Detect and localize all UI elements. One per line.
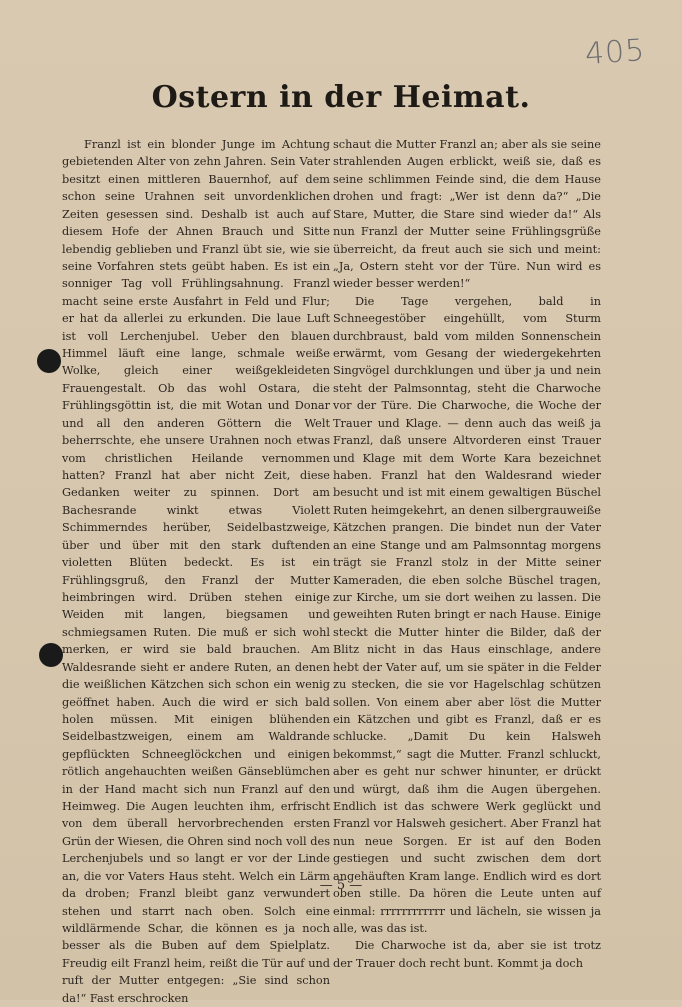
paragraph: Franzl ist ein blonder Junge im Achtung gebietenden Alter von zehn Jahren. Sein Vater besitzt einen mittleren Bauernhof, auf dem schon seine Urahnen seit unvordenklichen Zeiten gesessen sind. Deshalb ist auch auf diesem Hofe der Ahnen Brauch und Sitte lebendig geblieben und Franzl übt sie, wie sie seine Vorfahren stets geübt haben. Es ist ein sonniger Tag voll Frühlingsahnung. Franzl macht seine erste Ausfahrt in Feld und Flur; er hat da allerlei zu erkunden. Die laue Luft ist voll Lerchenjubel. Ueber den blauen Himmel läuft eine lange, schmale weiße Wolke, gleich einer weißgekleideten Frauengestalt. Ob das wohl Ostara, die Frühlingsgöttin ist, die mit Wotan und Donar und all den anderen Göttern die Welt beherrschte, ehe unsere Urahnen noch etwas vom christlichen Heilande vernommen hatten? Franzl hat aber nicht Zeit, diese Gedanken weiter zu spinnen. Dort am Bachesrande winkt etwas Violett Schimmerndes herüber, Seidelbastzweige, über und über mit den stark duftenden violetten Blüten bedeckt. Es ist ein Frühlingsgruß, den Franzl der Mutter heimbringen wird. Drüben stehen einige Weiden mit langen, biegsamen und schmiegsamen Ruten. Die muß er sich wohl merken, er wird sie bald brauchen. Am Waldesrande sieht er andere Ruten, an denen die weißlichen Kätzchen sich schon ein wenig geöffnet haben. Auch die wird er sich bald holen müssen. Mit einigen blühenden Seidelbastzweigen, einem am Waldrande gepflückten Schneeglöckchen und einigen rötlich angehauchten weißen Gänseblümchen in der Hand macht sich nun Franzl auf den Heimweg. Die Augen leuchten ihm, erfrischt von dem überall hervorbrechenden ersten Grün der Wiesen, die Ohren sind noch voll des Lerchenjubels und so langt er vor der Linde an, die vor Vaters Haus steht. Welch ein Lärm da droben; Franzl bleibt ganz verwundert stehen und starrt nach oben. Solch eine wildlärmende Schar, die können es ja noch besser als die Buben auf dem Spielplatz. Freudig eilt Franzl heim, reißt die Tür auf und ruft der Mutter entgegen: „Sie sind schon da!“ Fast erschrocken	[62, 138, 330, 1005]
text-column-left	[62, 136, 330, 1007]
paragraph: schaut die Mutter Franzl an; aber als sie seine strahlenden Augen erblickt, weiß sie, daß es seine schlimmen Feinde sind, die dem Hause drohen und fragt: „Wer ist denn da?“ „Die Stare, Mutter, die Stare sind wieder da!“ Als nun Franzl der Mutter seine Frühlingsgrüße überreicht, da freut auch sie sich und meint: „Ja, Ostern steht vor der Türe. Nun wird es wieder besser werden!“	[333, 138, 601, 291]
handwritten-page-number: 405	[583, 32, 647, 73]
text-column-right	[333, 136, 601, 972]
punch-hole	[37, 349, 61, 373]
paragraph: Die Tage vergehen, bald in Schneegestöber eingehüllt, vom Sturm durchbraust, bald vom milden Sonnenschein erwärmt, vom Gesang der wiedergekehrten Singvögel durchklungen und über ja und nein steht der Palmsonntag, steht die Charwoche vor der Türe. Die Charwoche, die Woche der Trauer und Klage. — denn auch das weiß ja Franzl, daß unsere Altvorderen einst Trauer und Klage mit dem Worte Kara bezeichnet haben. Franzl hat den Waldesrand wieder besucht und ist mit einem gewaltigen Büschel Ruten heimgekehrt, an denen silbergrauweiße Kätzchen prangen. Die bindet nun der Vater an eine Stange und am Palmsonntag morgens trägt sie Franzl stolz in der Mitte seiner Kameraden, die eben solche Büschel tragen, zur Kirche, um sie dort weihen zu lassen. Die geweihten Ruten bringt er nach Hause. Einige steckt die Mutter hinter die Bilder, daß der Blitz nicht in das Haus einschlage, andere hebt der Vater auf, um sie später in die Felder zu stecken, die sie vor Hagelschlag schützen sollen. Von einem aber aber löst die Mutter ein Kätzchen und gibt es Franzl, daß er es schlucke. „Damit Du kein Halsweh bekommst,“ sagt die Mutter. Franzl schluckt, aber es geht nur schwer hinunter, er drückt und würgt, daß ihm die Augen übergehen. Endlich ist das schwere Werk geglückt und Franzl vor Halsweh gesichert. Aber Franzl hat nun neue Sorgen. Er ist auf den Boden gestiegen und sucht zwischen dem dort angehäuften Kram lange. Endlich wird es dort oben stille. Da hören die Leute unten auf einmal: rrrrrrrrrrrr und lächeln, sie wissen ja alle, was das ist.	[333, 294, 601, 935]
article-title: Ostern in der Heimat.	[151, 80, 531, 115]
page-number: — 5 —	[319, 878, 363, 893]
punch-hole	[39, 643, 63, 667]
paragraph: Die Charwoche ist da, aber sie ist trotz der Trauer doch recht bunt. Kommt ja doch	[333, 939, 601, 970]
